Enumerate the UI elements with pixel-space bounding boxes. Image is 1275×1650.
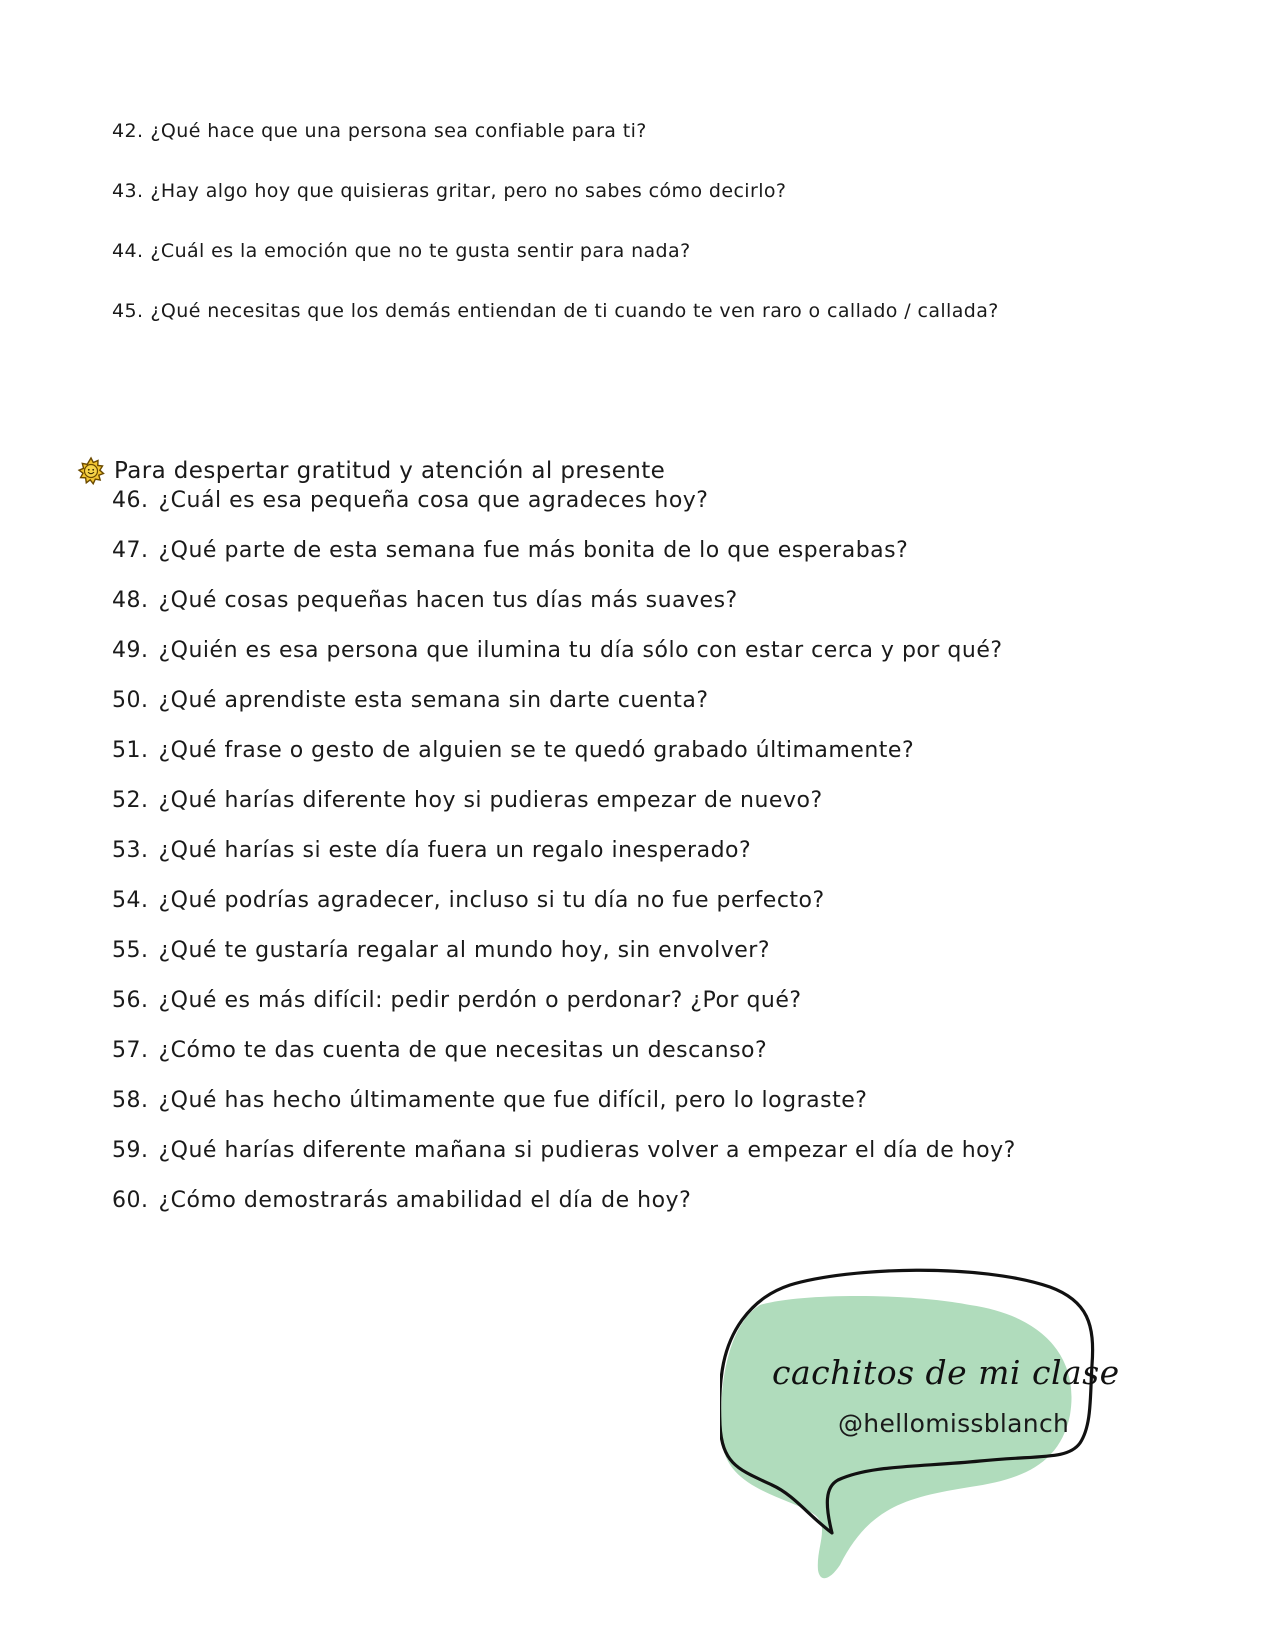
question-number: 58. (112, 1088, 149, 1113)
question-text: ¿Qué aprendiste esta semana sin darte cuenta? (158, 688, 709, 713)
question-text: ¿Qué frase o gesto de alguien se te quedó grabado últimamente? (158, 738, 915, 763)
brand-logo (720, 1265, 1160, 1585)
question-number: 52. (112, 788, 149, 813)
question-text: ¿Qué necesitas que los demás entiendan de ti cuando te ven raro o callado / callada? (150, 300, 999, 322)
question-number: 59. (112, 1138, 149, 1163)
question-number: 47. (112, 538, 149, 563)
question-text: ¿Qué podrías agradecer, incluso si tu día no fue perfecto? (158, 888, 825, 913)
question-item (112, 180, 786, 202)
question-item (112, 1038, 767, 1063)
question-item (112, 538, 908, 563)
question-item (112, 1188, 691, 1213)
question-text: ¿Cómo demostrarás amabilidad el día de hoy? (158, 1188, 692, 1213)
question-text: ¿Qué cosas pequeñas hacen tus días más suaves? (158, 588, 738, 613)
section-heading (76, 456, 665, 486)
question-item (112, 300, 999, 322)
question-number: 48. (112, 588, 149, 613)
question-item (112, 240, 691, 262)
question-item (112, 1138, 1016, 1163)
question-item (112, 938, 770, 963)
question-item (112, 738, 914, 763)
question-text: ¿Qué harías diferente mañana si pudieras volver a empezar el día de hoy? (158, 1138, 1016, 1163)
question-text: ¿Cómo te das cuenta de que necesitas un descanso? (158, 1038, 768, 1063)
question-number: 45. (112, 300, 144, 322)
question-number: 51. (112, 738, 149, 763)
question-text: ¿Qué te gustaría regalar al mundo hoy, sin envolver? (158, 938, 770, 963)
question-item (112, 1088, 867, 1113)
question-number: 49. (112, 638, 149, 663)
question-item (112, 638, 1003, 663)
question-number: 54. (112, 888, 149, 913)
question-number: 42. (112, 120, 144, 142)
question-number: 44. (112, 240, 144, 262)
question-item (112, 688, 709, 713)
brand-handle: @hellomissblanch (838, 1409, 1070, 1438)
question-text: ¿Cuál es la emoción que no te gusta sentir para nada? (150, 240, 691, 262)
question-text: ¿Qué es más difícil: pedir perdón o perdonar? ¿Por qué? (158, 988, 802, 1013)
question-number: 43. (112, 180, 144, 202)
brand-name: cachitos de mi clase (772, 1353, 1120, 1392)
question-text: ¿Qué harías diferente hoy si pudieras empezar de nuevo? (158, 788, 823, 813)
question-text: ¿Qué hace que una persona sea confiable para ti? (150, 120, 647, 142)
question-number: 50. (112, 688, 149, 713)
question-item (112, 120, 647, 142)
question-text: ¿Qué parte de esta semana fue más bonita de lo que esperabas? (158, 538, 909, 563)
question-item (112, 838, 751, 863)
question-text: ¿Qué has hecho últimamente que fue difícil, pero lo lograste? (158, 1088, 868, 1113)
question-number: 55. (112, 938, 149, 963)
question-number: 46. (112, 488, 149, 513)
section-title: Para despertar gratitud y atención al presente (114, 458, 666, 484)
sun-icon (76, 456, 106, 486)
question-number: 60. (112, 1188, 149, 1213)
question-text: ¿Cuál es esa pequeña cosa que agradeces hoy? (158, 488, 709, 513)
question-item (112, 788, 823, 813)
question-item (112, 888, 825, 913)
question-item (112, 588, 738, 613)
question-number: 57. (112, 1038, 149, 1063)
question-text: ¿Quién es esa persona que ilumina tu día sólo con estar cerca y por qué? (158, 638, 1003, 663)
question-text: ¿Hay algo hoy que quisieras gritar, pero no sabes cómo decirlo? (150, 180, 787, 202)
question-item (112, 488, 708, 513)
question-number: 56. (112, 988, 149, 1013)
question-text: ¿Qué harías si este día fuera un regalo inesperado? (158, 838, 752, 863)
question-number: 53. (112, 838, 149, 863)
question-item (112, 988, 802, 1013)
